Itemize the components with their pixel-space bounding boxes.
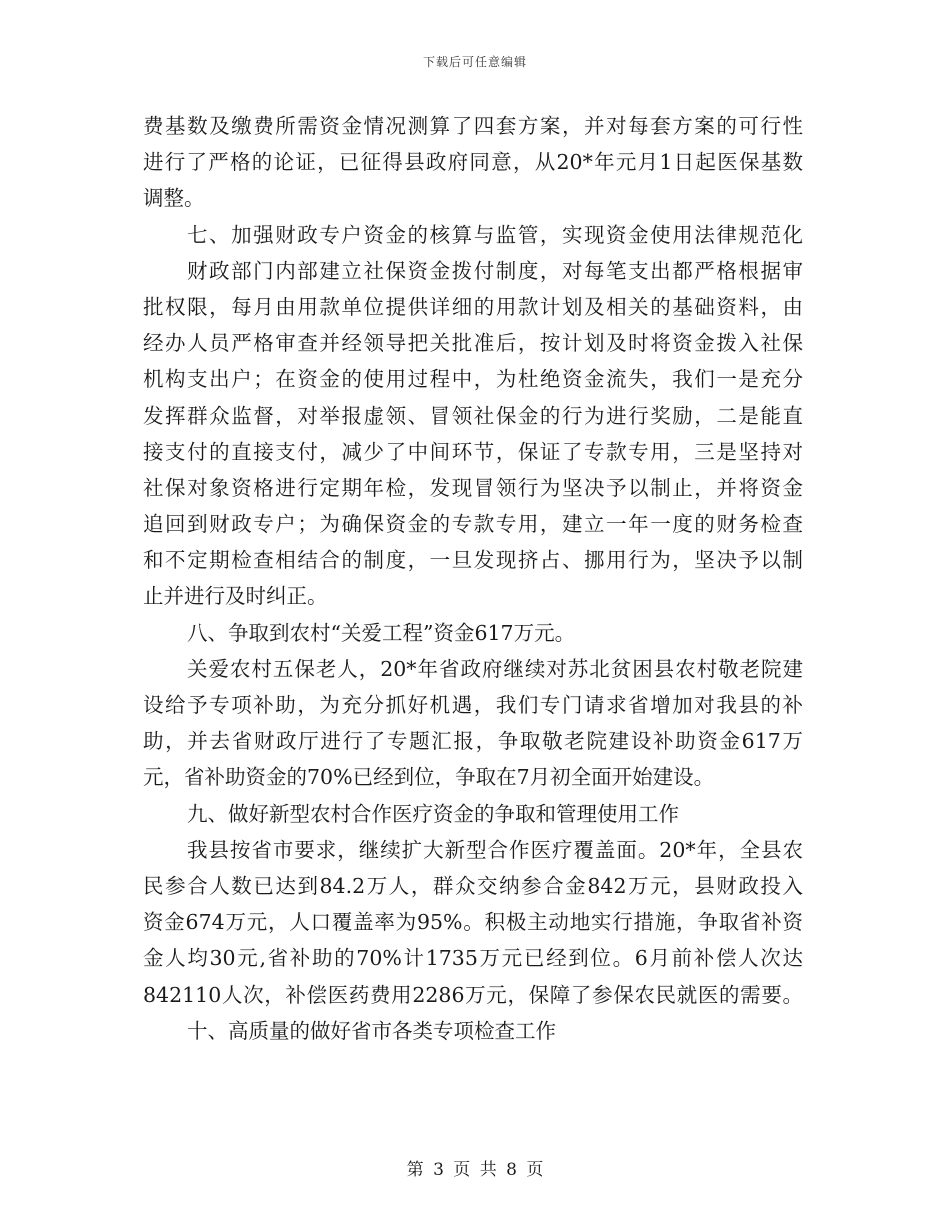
text-line: 追回到财政专户；为确保资金的专款专用，建立一年一度的财务检查 — [143, 512, 803, 537]
text-line: 费基数及缴费所需资金情况测算了四套方案，并对每套方案的可行性 — [143, 114, 803, 138]
page-number: 第 3 页 共 8 页 — [406, 1160, 544, 1180]
text-line: 资金674万元，人口覆盖率为95%。积极主动地实行措施，争取省补资 — [143, 910, 803, 935]
text-line: 七、加强财政专户资金的核算与监管，实现资金使用法律规范化 — [187, 222, 803, 247]
text-line: 接支付的直接支付，减少了中间环节，保证了专款专用，三是坚持对 — [143, 439, 803, 464]
text-line: 关爱农村五保老人，20*年省政府继续对苏北贫困县农村敬老院建 — [187, 656, 803, 681]
text-line: 设给予专项补助，为充分抓好机遇，我们专门请求省增加对我县的补 — [143, 693, 803, 717]
text-line: 助，并去省财政厅进行了专题汇报，争取敬老院建设补助资金617万 — [143, 729, 803, 754]
text-line: 八、争取到农村“关爱工程”资金617万元。 — [187, 620, 576, 645]
document-body — [143, 108, 803, 1049]
text-line: 842110人次，补偿医药费用2286万元，保障了参保农民就医的需要。 — [143, 982, 803, 1007]
text-line: 经办人员严格审查并经领导把关批准后，按计划及时将资金拨入社保 — [143, 331, 803, 356]
text-line: 发挥群众监督，对举报虚领、冒领社保金的行为进行奖励，二是能直 — [143, 403, 803, 428]
text-line: 社保对象资格进行定期年检，发现冒领行为坚决予以制止，并将资金 — [143, 475, 803, 500]
text-line: 财政部门内部建立社保资金拨付制度，对每笔支出都严格根据审 — [187, 258, 803, 283]
text-line: 机构支出户；在资金的使用过程中，为杜绝资金流失，我们一是充分 — [143, 367, 803, 392]
page-header: 下载后可任意编辑 — [422, 55, 527, 69]
text-line: 进行了严格的论证，已征得县政府同意，从20*年元月1日起医保基数 — [143, 150, 803, 175]
text-line: 金人均30元,省补助的70%计1735万元已经到位。6月前补偿人次达 — [143, 946, 803, 971]
text-line: 调整。 — [143, 186, 205, 211]
text-line: 批权限，每月由用款单位提供详细的用款计划及相关的基础资料，由 — [143, 294, 803, 319]
text-line: 和不定期检查相结合的制度，一旦发现挤占、挪用行为，坚决予以制 — [143, 548, 803, 573]
text-line: 民参合人数已达到84.2万人，群众交纳参合金842万元，县财政投入 — [143, 873, 803, 898]
text-line: 九、做好新型农村合作医疗资金的争取和管理使用工作 — [187, 801, 679, 826]
text-line: 元，省补助资金的70%已经到位，争取在7月初全面开始建设。 — [143, 765, 715, 790]
text-line: 我县按省市要求，继续扩大新型合作医疗覆盖面。20*年，全县农 — [187, 837, 803, 862]
text-line: 止并进行及时纠正。 — [143, 584, 328, 609]
text-line: 十、高质量的做好省市各类专项检查工作 — [187, 1018, 556, 1043]
